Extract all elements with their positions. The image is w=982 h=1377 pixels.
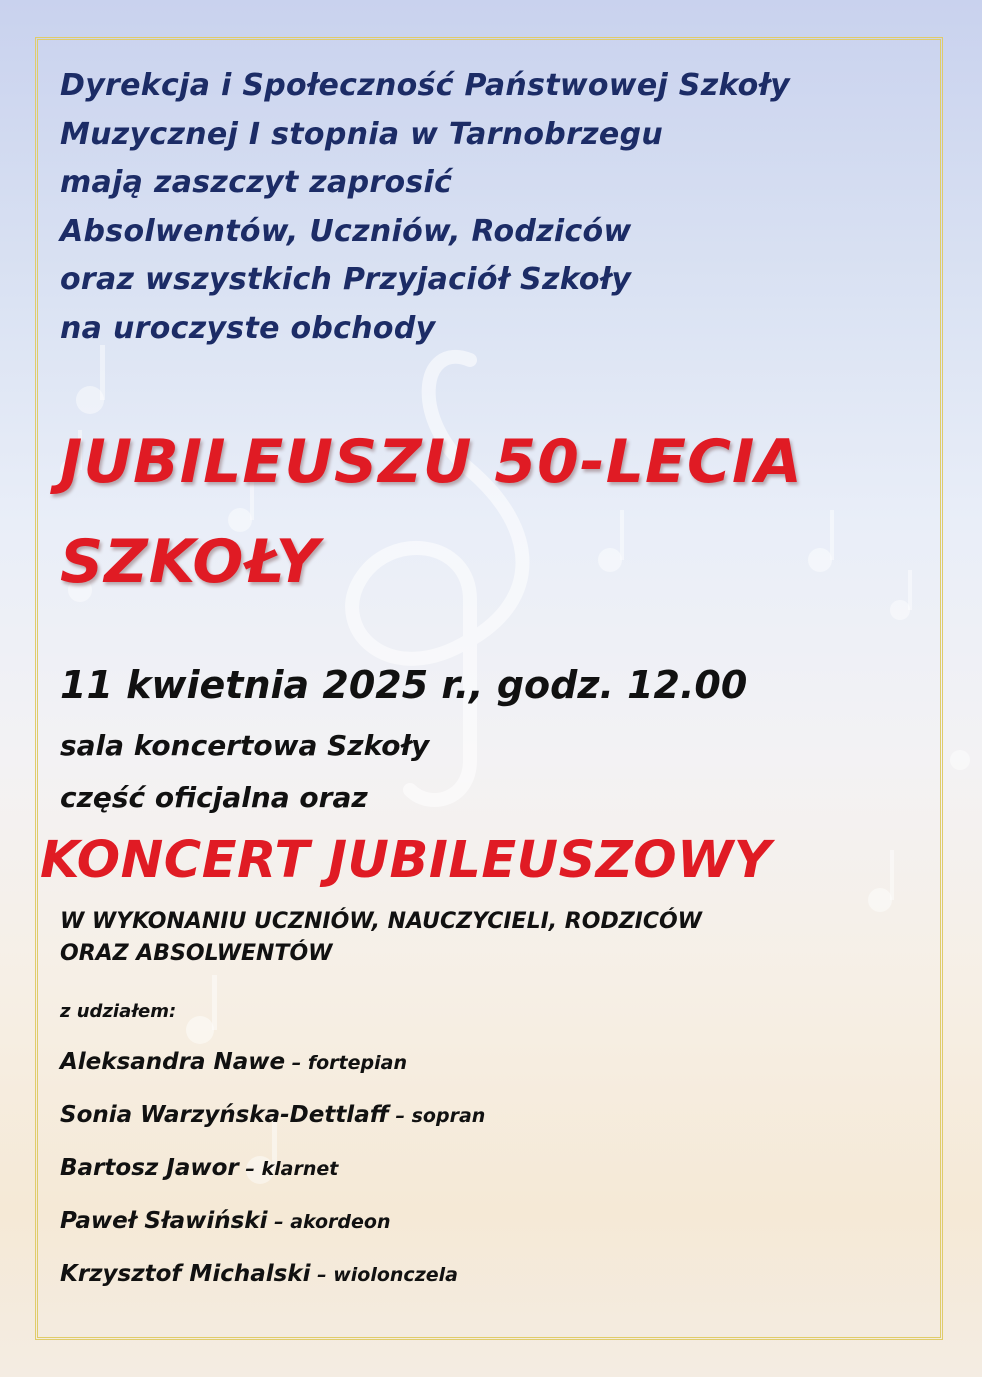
invitation-line: Absolwentów, Uczniów, Rodziców xyxy=(60,213,632,249)
artist-instrument: wiolonczela xyxy=(333,1264,458,1286)
artist-separator: – xyxy=(238,1158,262,1180)
performers-text xyxy=(60,906,922,970)
artist-instrument: klarnet xyxy=(261,1158,339,1180)
artist-name: Aleksandra Nawe xyxy=(60,1049,286,1075)
artist-instrument: sopran xyxy=(411,1105,486,1127)
artist-item xyxy=(60,1252,922,1305)
artist-item xyxy=(60,1199,922,1252)
performers-line: ORAZ ABSOLWENTÓW xyxy=(60,941,333,966)
invitation-text xyxy=(60,62,922,354)
artist-separator: – xyxy=(388,1105,412,1127)
place-line: część oficjalna oraz xyxy=(60,781,368,814)
artist-item xyxy=(60,1093,922,1146)
title-line: SZKOŁY xyxy=(60,527,321,597)
title-line: JUBILEUSZU 50-LECIA xyxy=(60,427,803,497)
jubilee-title xyxy=(60,412,922,612)
artist-name: Sonia Warzyńska-Dettlaff xyxy=(60,1102,389,1128)
event-place xyxy=(60,720,922,824)
place-line: sala koncertowa Szkoły xyxy=(60,729,430,762)
artist-separator: – xyxy=(285,1052,308,1074)
artist-instrument: akordeon xyxy=(290,1211,391,1233)
artist-item xyxy=(60,1040,922,1093)
artist-item xyxy=(60,1146,922,1199)
invitation-line: mają zaszczyt zaprosić xyxy=(60,165,453,201)
artist-name: Bartosz Jawor xyxy=(60,1155,239,1181)
performers-line: W WYKONANIU UCZNIÓW, NAUCZYCIELI, RODZICÓW xyxy=(60,909,702,934)
artist-name: Krzysztof Michalski xyxy=(60,1261,311,1287)
concert-title: KONCERT JUBILEUSZOWY xyxy=(40,831,772,890)
event-date: 11 kwietnia 2025 r., godz. 12.00 xyxy=(60,663,748,707)
artist-instrument: fortepian xyxy=(307,1052,407,1074)
artist-separator: – xyxy=(267,1211,291,1233)
invitation-line: Muzycznej I stopnia w Tarnobrzegu xyxy=(60,116,664,152)
invitation-line: oraz wszystkich Przyjaciół Szkoły xyxy=(60,262,632,298)
artist-separator: – xyxy=(310,1264,334,1286)
invitation-line: Dyrekcja i Społeczność Państwowej Szkoły xyxy=(60,68,790,103)
invitation-line: na uroczyste obchody xyxy=(60,310,436,346)
artist-name: Paweł Sławiński xyxy=(60,1208,268,1234)
with-label: z udziałem: xyxy=(60,1001,177,1022)
artists-list xyxy=(60,1040,922,1305)
